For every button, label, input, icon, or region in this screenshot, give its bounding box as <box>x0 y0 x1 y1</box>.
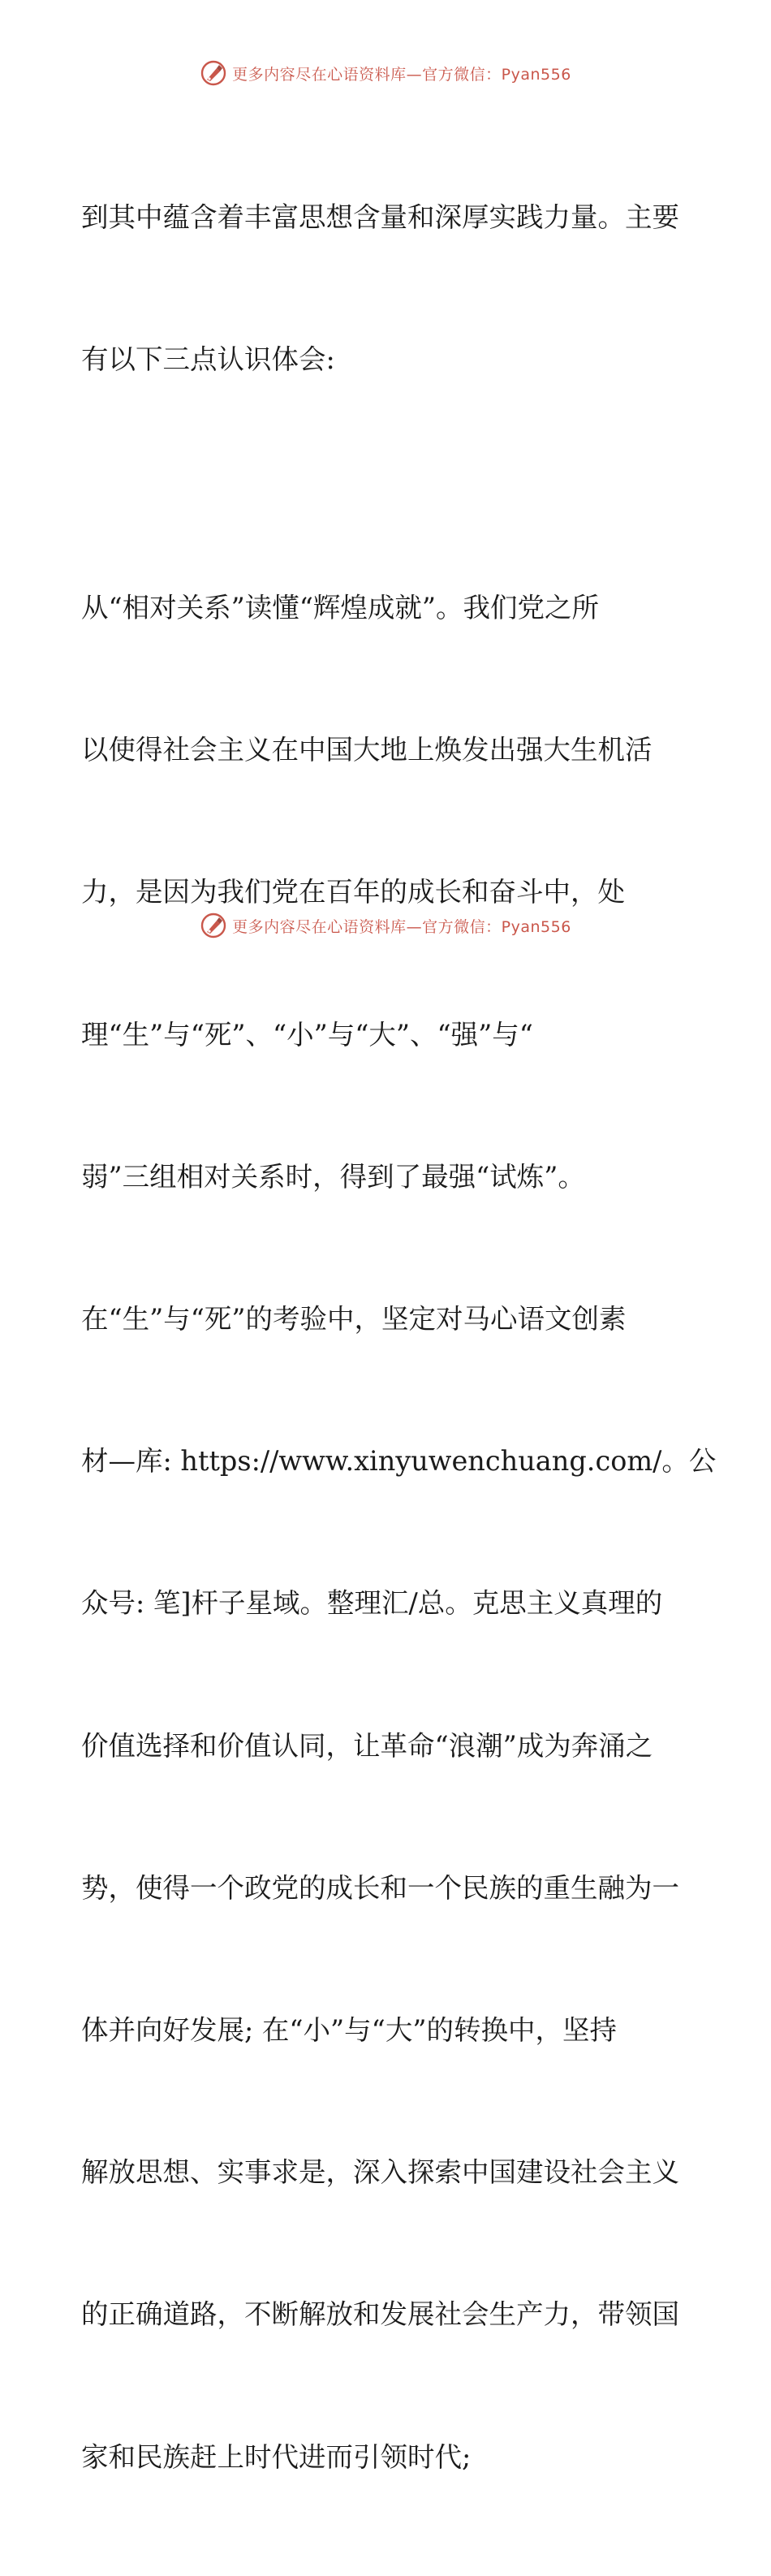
text-line: 众号: 笔]杆子星域。整理汇/总。克思主义真理的 <box>81 1587 663 1620</box>
pen-nib-circle-icon <box>200 912 227 939</box>
header-watermark-banner <box>0 57 771 89</box>
text-line: 力，是因为我们党在百年的成长和奋斗中，处 <box>81 876 625 908</box>
text-line: 弱”三组相对关系时，得到了最强“试炼”。 <box>81 1160 585 1193</box>
pen-nib-circle-icon <box>200 59 227 87</box>
text-line: 势，使得一个政党的成长和一个民族的重生融为一 <box>81 1871 679 1904</box>
header-banner-text: 更多内容尽在心语资料库—官方微信：Pyan556 <box>232 65 571 84</box>
text-line: 到其中蕴含着丰富思想含量和深厚实践力量。主要 <box>81 201 679 233</box>
document-body <box>81 99 717 2576</box>
text-line: 价值选择和价值认同，让革命“浪潮”成为奔涌之 <box>81 1729 653 1762</box>
footer-watermark-banner <box>0 909 771 942</box>
text-line: 体并向好发展; 在“小”与“大”的转换中，坚持 <box>81 2014 617 2047</box>
text-line: 解放思想、实事求是，深入探索中国建设社会主义 <box>81 2156 679 2189</box>
text-line: 有以下三点认识体会: <box>81 343 335 376</box>
paragraph-main <box>81 490 717 2576</box>
text-line: 以使得社会主义在中国大地上焕发出强大生机活 <box>81 734 653 766</box>
text-line: 家和民族赶上时代进而引领时代; <box>81 2440 472 2473</box>
text-line: 从“相对关系”读懂“辉煌成就”。我们党之所 <box>81 592 600 624</box>
text-line: 材—库: https://www.xinyuwenchuang.com/。公 <box>81 1445 717 1478</box>
text-line: 在“生”与“死”的考验中，坚定对马心语文创素 <box>81 1303 627 1335</box>
text-line: 理“生”与“死”、“小”与“大”、“强”与“ <box>81 1018 533 1051</box>
footer-banner-text: 更多内容尽在心语资料库—官方微信：Pyan556 <box>232 917 571 936</box>
paragraph-intro <box>81 99 690 478</box>
text-line: 的正确道路，不断解放和发展社会生产力，带领国 <box>81 2298 679 2331</box>
